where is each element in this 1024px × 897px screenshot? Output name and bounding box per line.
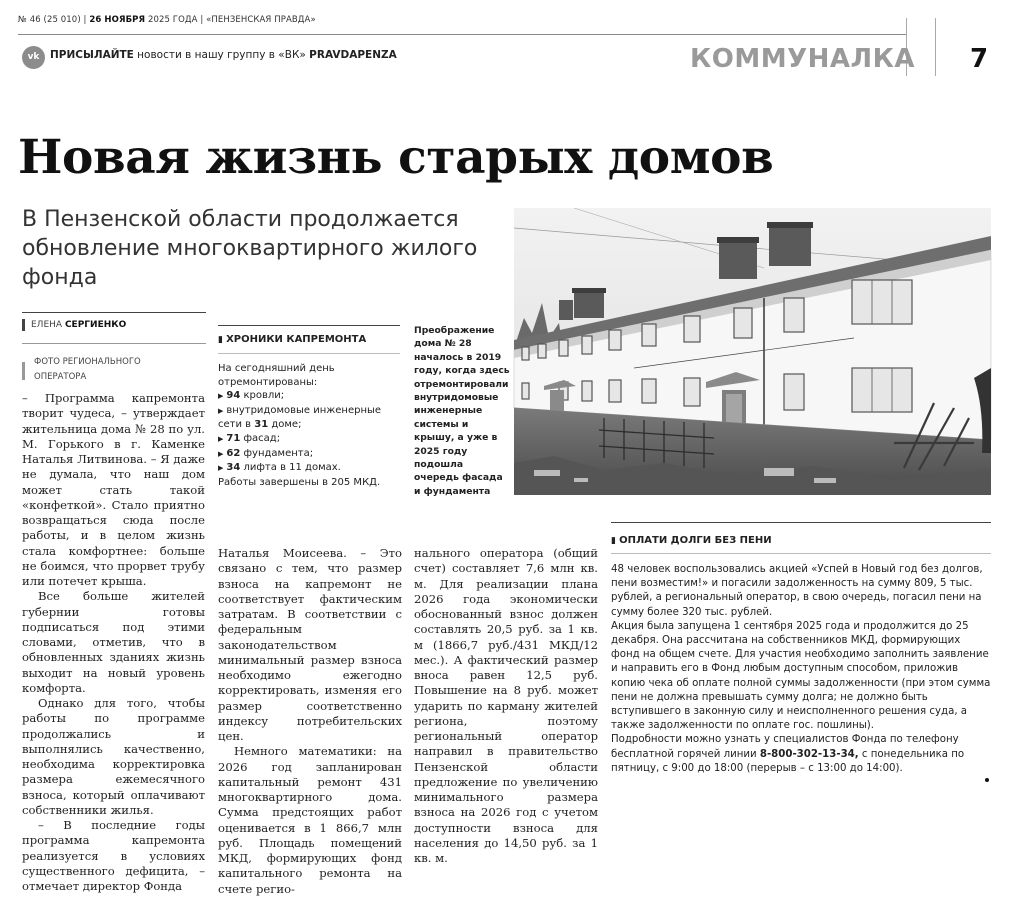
- article-subheadline: В Пензенской области продолжается обновление многоквартирного жилого фонда: [22, 207, 478, 290]
- debt-rule: [611, 522, 991, 523]
- chronicle-rule: [218, 325, 400, 326]
- photo-caption: Преображение дома № 28 началось в 2019 году, когда здесь отремонтировали внутридомовые инженерные системы и крышу, а уже в 2025 году подошла очередь фасада и фундамента: [414, 325, 510, 497]
- credit-rule: [22, 343, 206, 344]
- chronicle-title-text: ХРОНИКИ КАПРЕМОНТА: [226, 334, 367, 345]
- section-title: КОММУНАЛКА: [690, 44, 915, 74]
- house-photo: [514, 208, 991, 495]
- chronicle-footer: Работы завершены в 205 МКД.: [218, 476, 381, 488]
- header-rule: [18, 34, 906, 35]
- article-column-1: [22, 391, 205, 894]
- end-mark: [985, 778, 989, 782]
- photo-credit-line: ФОТО РЕГИОНАЛЬНОГО: [34, 357, 141, 367]
- debt-subrule: [611, 553, 991, 554]
- paragraph: Наталья Моисеева. – Это связано с тем, что размер взноса на капремонт не соответствует фактическим затратам. В соответствии с федеральным законодательством минимальный размер взноса необходимо ежегодно корректировать, изменяя его размер соответственно индексу потребительских цен.: [218, 546, 402, 743]
- column-rule: [22, 312, 206, 313]
- chronicle-title: ▮ ХРОНИКИ КАПРЕМОНТА: [218, 334, 367, 345]
- paragraph: нального оператора (общий счет) составляет 7,6 млн кв. м. Для реализации плана 2026 года экономически обоснованный взнос должен составлять 20,5 руб. за 1 кв. м (1866,7 руб./431 МКД/12 мес.). А фактический размер вноса равен 12,5 руб. Повышение на 8 руб. может ударить по карману жителей региона, поэтому региональный оператор направил в правительство Пензенской области предложение по увеличению минимального размера взноса на 2026 год с учетом доступности взноса для населения до 14,50 руб. за 1 кв. м.: [414, 546, 598, 865]
- chronicle-list: [218, 362, 404, 489]
- chronicle-subrule: [218, 353, 400, 354]
- article-column-2: [218, 546, 402, 897]
- vk-icon[interactable]: vk: [22, 46, 45, 69]
- paragraph: Однако для того, чтобы работы по программе продолжались и выполнялись качественно, необходима корректировка размера ежемесячного взноса, который оплачивают собственники жилья.: [22, 696, 205, 817]
- chronicle-item: ▶ 34 лифта в 11 домах.: [218, 462, 341, 474]
- debt-paragraph: Подробности можно узнать у специалистов Фонда по телефону бесплатной горячей линии 8-800-302-13-34, с понедельника по пятницу, с 9:00 до 18:00 (перерыв – с 13:00 до 14:00).: [611, 734, 965, 774]
- vk-promo[interactable]: [50, 49, 397, 61]
- house-illustration: [514, 208, 991, 495]
- chronicle-item: ▶ 94 кровли;: [218, 390, 285, 402]
- issue-info: [18, 15, 316, 25]
- debt-text: [611, 563, 991, 776]
- issue-newspaper: 2025 ГОДА | «ПЕНЗЕНСКАЯ ПРАВДА»: [147, 15, 316, 25]
- chronicle-item: ▶ 62 фундамента;: [218, 447, 314, 459]
- paragraph: Все больше жителей губернии готовы подписаться под этими словами, отметив, что в обновленных зданиях жизнь выходит на новый уровень комфорта.: [22, 589, 205, 695]
- chronicle-item: ▶ внутридомовые инженерные сети в 31 доме;: [218, 404, 382, 431]
- photo-credit-line: ОПЕРАТОРА: [34, 372, 87, 382]
- issue-number: № 46 (25 010) |: [18, 15, 87, 25]
- promo-group: PRAVDAPENZA: [309, 49, 397, 61]
- photo-credit: [34, 355, 141, 385]
- promo-text: новости в нашу группу в «ВК»: [137, 49, 306, 61]
- debt-paragraph: Акция была запущена 1 сентября 2025 года и продолжится до 25 декабря. Она рассчитана на собственников МКД, формирующих фонд на общем счете. Для участия необходимо заполнить заявление и направить его в Фонд любым доступным способом, приложив копию чека об оплате полной суммы задолженности (при этом сумма пени не должна превышать сумму долга; не должно быть вступившего в законную силу и неисполненного решения суда, а также задолженности по оплате гос. пошлины).: [611, 620, 991, 732]
- author-first: ЕЛЕНА: [31, 320, 63, 330]
- paragraph: Немного математики: на 2026 год запланирован капитальный ремонт 431 многоквартирного дома. Сумма предстоящих работ оценивается в 1 866,7 млн руб. Площадь помещений МКД, формирующих фонд капитального ремонта на счете регио-: [218, 744, 402, 896]
- author-last: СЕРГИЕНКО: [64, 320, 127, 330]
- byline-bar: [22, 319, 25, 331]
- debt-title: ▮ ОПЛАТИ ДОЛГИ БЕЗ ПЕНИ: [611, 535, 772, 546]
- page-number: 7: [970, 44, 989, 74]
- hotline-phone: 8-800-302-13-34,: [759, 748, 859, 760]
- chronicle-item: ▶ 71 фасад;: [218, 432, 281, 444]
- promo-bold: ПРИСЫЛАЙТЕ: [50, 49, 134, 61]
- credit-bar: [22, 362, 25, 380]
- paragraph: – В последние годы программа капремонта реализуется в условиях существенного дефицита, – отмечает директор Фонда: [22, 818, 205, 893]
- page-number-divider: [935, 18, 936, 76]
- article-headline: Новая жизнь старых домов: [18, 130, 774, 185]
- paragraph: – Программа капремонта творит чудеса, – утверждает жительница дома № 28 по ул. М. Горького в г. Каменке Наталья Литвинова. – Я даже не думала, что наш дом может стать такой «конфеткой». Стало приятно возвращаться сюда после работы, и в целом жизнь стала комфортнее: больше не боимся, что прорвет трубу или потечет крыша.: [22, 391, 205, 588]
- article-column-3: [414, 546, 598, 866]
- issue-date: 26 НОЯБРЯ: [89, 15, 146, 25]
- debt-title-text: ОПЛАТИ ДОЛГИ БЕЗ ПЕНИ: [619, 535, 772, 546]
- debt-paragraph: 48 человек воспользовались акцией «Успей в Новый год без долгов, пени возместим!» и погасили задолженность на сумму 809, 5 тыс. рублей, а региональный оператор, в свою очередь, погасил пени на сумму более 320 тыс. рублей.: [611, 564, 983, 618]
- chronicle-intro: На сегодняшний день отремонтированы:: [218, 363, 335, 388]
- author: [31, 320, 126, 330]
